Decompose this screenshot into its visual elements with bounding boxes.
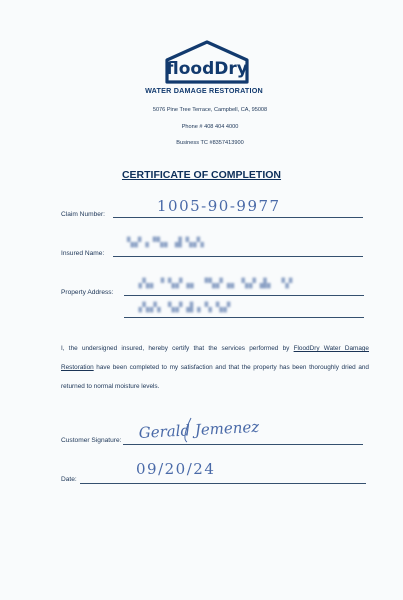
insured-name-redacted: ▚▞▗▝▚▖ ▟ ▚▞▖	[127, 238, 208, 248]
date-label: Date:	[61, 476, 77, 483]
date-line	[80, 483, 366, 484]
svg-text:Gerald Jemenez: Gerald Jemenez	[138, 417, 260, 442]
signature-label: Customer Signature:	[61, 437, 122, 444]
certification-statement	[61, 339, 369, 396]
property-address-redacted-1: ▗▚▖▝ ▚▞▗▖ ▝▚▞▗▖ ▚▞ ▟▖ ▝▞	[135, 279, 293, 289]
company-business-tc: Business TC #8357413900	[176, 140, 244, 146]
property-address-line-1	[124, 295, 364, 296]
svg-text:floodDry: floodDry	[166, 59, 248, 79]
claim-number-value: 1005-90-9977	[157, 197, 281, 215]
claim-number-line	[113, 217, 363, 218]
company-address: 5076 Pine Tree Terrace, Campbell, CA, 95008	[152, 107, 268, 113]
company-phone: Phone # 408 404 4000	[181, 124, 239, 130]
customer-signature	[135, 408, 285, 448]
statement-text-1: I, the undersigned insured, hereby certify that the services performed by	[61, 345, 294, 352]
statement-company-name: FloodDry Water Damage Restoration	[61, 345, 369, 371]
insured-name-line	[113, 256, 363, 257]
property-address-line-2	[124, 317, 364, 318]
date-value: 09/20/24	[136, 460, 216, 478]
certificate-title: CERTIFICATE OF COMPLETION	[121, 169, 282, 181]
claim-number-label: Claim Number:	[61, 211, 105, 218]
handwritten-signature-image	[135, 408, 285, 448]
property-address-label: Property Address:	[61, 289, 114, 296]
company-subtitle: WATER DAMAGE RESTORATION	[145, 86, 263, 95]
insured-name-label: Insured Name:	[61, 250, 105, 257]
property-address-redacted-2: ▗▚▞▖ ▚▞ ▟▗▝▖▚▞	[135, 303, 231, 313]
statement-text-2: have been completed to my satisfaction and that the property has been thoroughly dried and returned to normal moisture levels.	[61, 364, 369, 390]
